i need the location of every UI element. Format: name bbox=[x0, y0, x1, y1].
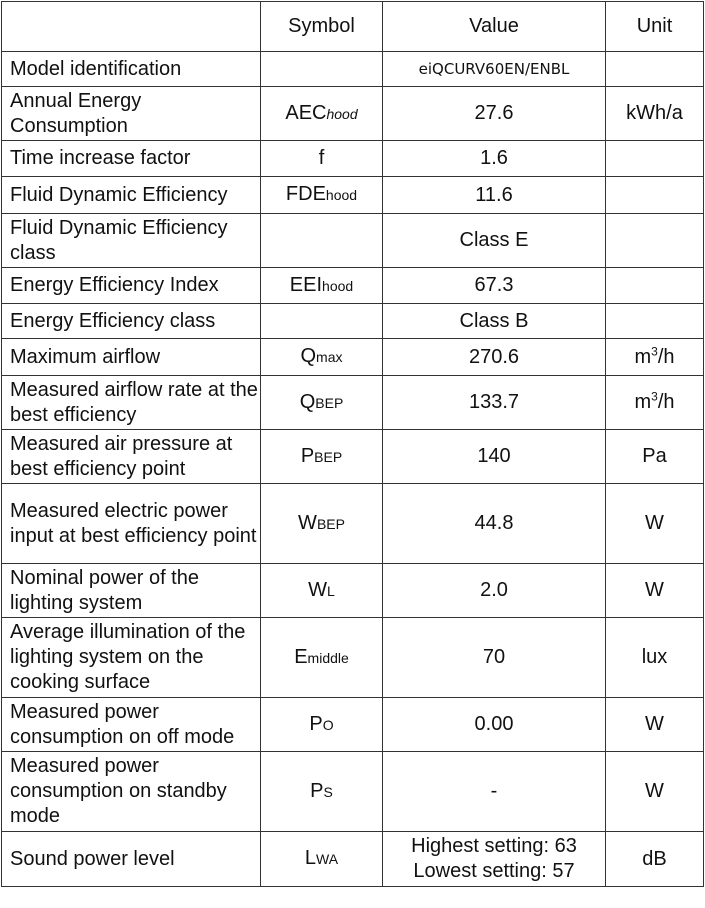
unit-cell bbox=[606, 214, 704, 268]
parameter-cell: Measured air pressure at best efficiency point bbox=[2, 430, 261, 484]
value-cell bbox=[383, 698, 606, 752]
table-row bbox=[2, 430, 704, 484]
symbol-main: W bbox=[298, 511, 317, 534]
parameter-cell: Annual Energy Consumption bbox=[2, 87, 261, 141]
table-row bbox=[2, 618, 704, 698]
value-text: Class B bbox=[459, 309, 529, 332]
value-text: Highest setting: 63 bbox=[411, 835, 577, 857]
parameter-cell: Fluid Dynamic Efficiency class bbox=[2, 214, 261, 268]
symbol-subscript: hood bbox=[325, 187, 358, 203]
symbol-cell bbox=[261, 832, 383, 887]
unit-cell bbox=[606, 87, 704, 141]
value-cell bbox=[383, 177, 606, 214]
value-cell bbox=[383, 339, 606, 376]
symbol-subscript: O bbox=[322, 716, 334, 733]
parameter-cell: Energy Efficiency class bbox=[2, 304, 261, 339]
table-row bbox=[2, 698, 704, 752]
value-text: 140 bbox=[477, 445, 511, 467]
symbol-cell bbox=[261, 752, 383, 832]
symbol-main: EEI bbox=[289, 273, 323, 296]
value-text: 44.8 bbox=[474, 512, 514, 534]
parameter-cell: Measured airflow rate at the best efficiency bbox=[2, 376, 261, 430]
symbol-subscript: hood bbox=[322, 277, 354, 294]
symbol-cell bbox=[261, 177, 383, 214]
value-cell bbox=[383, 214, 606, 268]
table-row bbox=[2, 268, 704, 304]
value-text: 133.7 bbox=[468, 391, 520, 413]
symbol-subscript: middle bbox=[307, 649, 349, 666]
unit-superscript: 3 bbox=[651, 343, 658, 358]
symbol-cell bbox=[261, 484, 383, 564]
symbol-cell bbox=[261, 214, 383, 268]
symbol-cell bbox=[261, 618, 383, 698]
table-row bbox=[2, 564, 704, 618]
unit-tail: /h bbox=[657, 345, 675, 368]
value-cell bbox=[383, 752, 606, 832]
symbol-cell bbox=[261, 376, 383, 430]
header-symbol: Symbol bbox=[261, 2, 383, 52]
table-row bbox=[2, 177, 704, 214]
value-text: 2.0 bbox=[480, 579, 508, 601]
value-cell bbox=[383, 618, 606, 698]
symbol-subscript: max bbox=[316, 349, 343, 365]
table-row bbox=[2, 484, 704, 564]
unit-text: kWh/a bbox=[626, 102, 683, 124]
unit-cell bbox=[606, 177, 704, 214]
value-text: 270.6 bbox=[468, 345, 520, 368]
parameter-cell: Energy Efficiency Index bbox=[2, 268, 261, 304]
symbol-main: P bbox=[310, 779, 324, 802]
value-cell bbox=[383, 268, 606, 304]
symbol-cell bbox=[261, 141, 383, 177]
unit-text: m bbox=[634, 391, 652, 413]
unit-cell bbox=[606, 304, 704, 339]
unit-cell bbox=[606, 52, 704, 87]
parameter-cell: Average illumination of the lighting system on the cooking surface bbox=[2, 618, 261, 698]
unit-cell bbox=[606, 430, 704, 484]
table-row bbox=[2, 339, 704, 376]
unit-text: Pa bbox=[642, 445, 667, 467]
symbol-subscript: L bbox=[327, 582, 335, 599]
symbol-main: P bbox=[309, 712, 323, 735]
unit-cell bbox=[606, 141, 704, 177]
unit-cell bbox=[606, 268, 704, 304]
value-cell bbox=[383, 430, 606, 484]
table-row bbox=[2, 304, 704, 339]
table-row bbox=[2, 376, 704, 430]
value-cell bbox=[383, 564, 606, 618]
unit-text: W bbox=[645, 780, 664, 802]
symbol-cell bbox=[261, 430, 383, 484]
unit-cell bbox=[606, 484, 704, 564]
header-value: Value bbox=[383, 2, 606, 52]
parameter-cell: Measured power consumption on standby mode bbox=[2, 752, 261, 832]
value-text: eiQCURV60EN/ENBL bbox=[418, 59, 570, 78]
symbol-cell bbox=[261, 339, 383, 376]
unit-cell bbox=[606, 564, 704, 618]
symbol-main: Q bbox=[300, 345, 317, 367]
value-text: Class E bbox=[459, 229, 529, 251]
parameter-cell: Measured electric power input at best efficiency point bbox=[2, 484, 261, 564]
unit-cell bbox=[606, 376, 704, 430]
value-text: - bbox=[490, 780, 498, 802]
parameter-cell: Measured power consumption on off mode bbox=[2, 698, 261, 752]
symbol-subscript: S bbox=[323, 783, 333, 800]
unit-text: m bbox=[634, 345, 652, 368]
unit-cell bbox=[606, 618, 704, 698]
symbol-cell bbox=[261, 698, 383, 752]
symbol-main: W bbox=[308, 578, 328, 601]
value-cell bbox=[383, 52, 606, 87]
symbol-main: f bbox=[318, 146, 325, 169]
unit-cell bbox=[606, 698, 704, 752]
value-text: 27.6 bbox=[474, 102, 514, 124]
symbol-cell bbox=[261, 87, 383, 141]
symbol-main: L bbox=[304, 847, 317, 869]
table-row bbox=[2, 87, 704, 141]
parameter-cell: Sound power level bbox=[2, 832, 261, 887]
table-row bbox=[2, 752, 704, 832]
table-row bbox=[2, 214, 704, 268]
symbol-cell bbox=[261, 268, 383, 304]
value-cell bbox=[383, 484, 606, 564]
value-text: 0.00 bbox=[474, 713, 514, 735]
unit-superscript: 3 bbox=[651, 389, 658, 404]
symbol-subscript: WA bbox=[316, 851, 339, 867]
parameter-cell: Model identification bbox=[2, 52, 261, 87]
unit-text: lux bbox=[641, 646, 668, 668]
value-cell bbox=[383, 304, 606, 339]
table-row bbox=[2, 832, 704, 887]
parameter-cell: Time increase factor bbox=[2, 141, 261, 177]
symbol-subscript: BEP bbox=[314, 448, 343, 465]
symbol-cell bbox=[261, 564, 383, 618]
value-text: 11.6 bbox=[475, 183, 513, 206]
symbol-cell bbox=[261, 304, 383, 339]
value-cell bbox=[383, 832, 606, 887]
value-text-line2: Lowest setting: 57 bbox=[413, 860, 575, 882]
symbol-subscript: BEP bbox=[316, 515, 345, 532]
unit-text: W bbox=[645, 512, 664, 534]
parameter-cell: Maximum airflow bbox=[2, 339, 261, 376]
unit-cell bbox=[606, 832, 704, 887]
unit-cell bbox=[606, 752, 704, 832]
unit-tail: /h bbox=[657, 391, 675, 413]
table-row bbox=[2, 141, 704, 177]
parameter-cell: Fluid Dynamic Efficiency bbox=[2, 177, 261, 214]
symbol-main: Q bbox=[299, 390, 316, 413]
value-cell bbox=[383, 141, 606, 177]
symbol-subscript: hood bbox=[326, 105, 358, 122]
unit-text: W bbox=[645, 713, 664, 735]
symbol-main: E bbox=[294, 645, 308, 668]
symbol-main: AEC bbox=[285, 101, 327, 124]
value-cell bbox=[383, 376, 606, 430]
header-row bbox=[2, 2, 704, 52]
value-cell bbox=[383, 87, 606, 141]
table-row bbox=[2, 52, 704, 87]
value-text: 70 bbox=[482, 646, 506, 668]
unit-text: dB bbox=[642, 847, 667, 870]
parameter-cell: Nominal power of the lighting system bbox=[2, 564, 261, 618]
symbol-main: FDE bbox=[285, 183, 326, 205]
header-unit: Unit bbox=[606, 2, 704, 52]
unit-cell bbox=[606, 339, 704, 376]
value-text: 67.3 bbox=[474, 274, 514, 296]
product-data-table bbox=[1, 1, 704, 887]
symbol-cell bbox=[261, 52, 383, 87]
header-parameter bbox=[2, 2, 261, 52]
symbol-subscript: BEP bbox=[315, 394, 344, 411]
value-text: 1.6 bbox=[480, 147, 508, 169]
symbol-main: P bbox=[300, 444, 315, 467]
unit-text: W bbox=[645, 579, 664, 601]
